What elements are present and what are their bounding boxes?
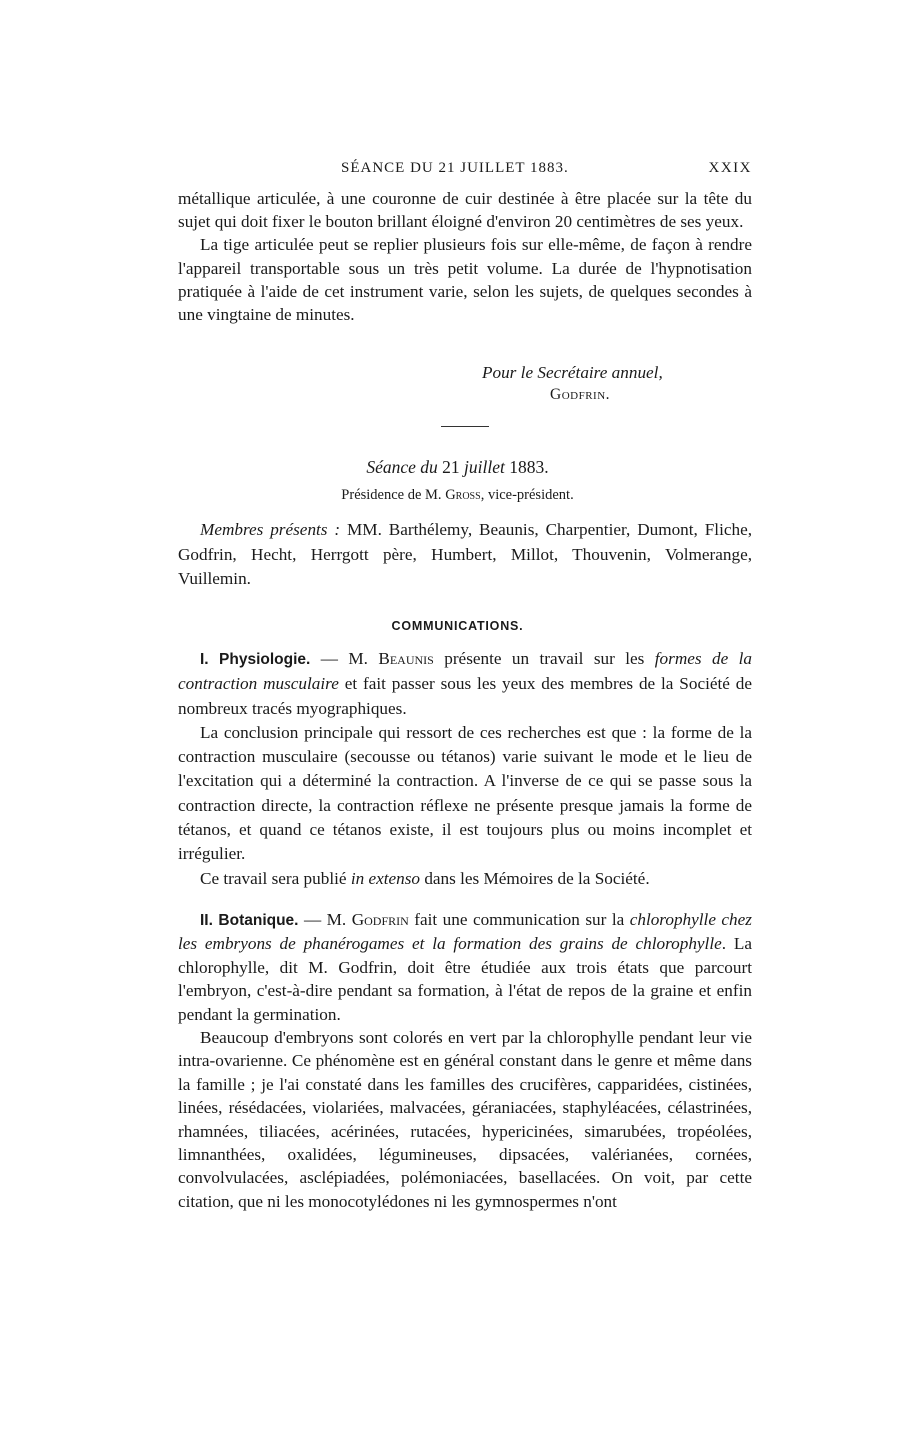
- members-list: MM. Barthélemy, Beaunis, Charpentier, Dumont, Fliche, Godfrin, Hecht, Herrgott père, Humbert, Millot, Thouvenin, Volmerange, Vuillemin.: [178, 520, 752, 588]
- physiology-paragraph-1: [178, 647, 752, 721]
- physiology-text-b: et fait passer sous les yeux des membres de la Société de nombreux tracés myographiques.: [178, 674, 752, 718]
- session-title: [0, 457, 915, 478]
- title-month: juillet: [464, 457, 505, 477]
- page-number: XXIX: [708, 160, 752, 176]
- presidency-prefix: Présidence de M.: [341, 487, 442, 503]
- signature-line: [482, 363, 663, 383]
- signature-role: Pour le Secrétaire annuel,: [482, 363, 663, 382]
- running-title: SÉANCE DU 21 JUILLET 1883.: [341, 160, 569, 176]
- physiology-paragraph-3: [178, 867, 752, 891]
- physiology-p3-b: dans les Mémoires de la Société.: [420, 868, 650, 888]
- physiology-paragraph-2: La conclusion principale qui ressort de ces recherches est que : la forme de la contraction musculaire (secousse ou tétanos) varie suivant le mode et le lieu de l'excitation qui a déterminé la contraction. A l'inverse de ce qui se passe sous la contraction directe, la contraction réflexe ne présente presque jamais la forme de tétanos, et quand ce tétanos existe, il est toujours plus ou moins incomplet et irrégulier.: [178, 722, 752, 864]
- intro-paragraph-1: métallique articulée, à une couronne de cuir destinée à être placée sur la tête du sujet qui doit fixer le bouton brillant éloigné d'environ 20 centimètres de ses yeux.: [178, 189, 752, 232]
- intro-section: [178, 187, 752, 326]
- botany-text-b: . La chlorophylle, dit M. Godfrin, doit être étudiée aux trois états que parcourt l'embryon, c'est-à-dire pendant sa formation, à l'état de repos de la graine et enfin pendant la germination.: [178, 934, 752, 1024]
- title-part-1: Séance du: [366, 457, 438, 477]
- members-label: Membres présents :: [200, 520, 341, 539]
- presidency-suffix: , vice-président.: [480, 487, 574, 503]
- physiology-work-title: formes de la contraction musculaire: [178, 649, 752, 694]
- botany-runhead: II. Botanique.: [200, 912, 299, 929]
- physiology-text-a: présente un travail sur les: [433, 649, 655, 668]
- botany-paragraph-1: [178, 908, 752, 1026]
- running-header: [178, 160, 752, 180]
- physiology-author: Beaunis: [378, 649, 434, 668]
- communications-heading: COMMUNICATIONS.: [391, 619, 524, 633]
- section-divider: [441, 426, 489, 427]
- physiology-p3-italic: in extenso: [350, 868, 421, 888]
- members-paragraph: [178, 518, 752, 592]
- title-date: 21: [442, 457, 460, 477]
- signature-name: Godfrin.: [550, 386, 611, 403]
- botany-text-a: fait une communication sur la: [408, 910, 630, 929]
- physiology-dash: — M.: [310, 649, 379, 668]
- title-year: 1883.: [509, 457, 549, 477]
- botany-paragraph-2: Beaucoup d'embryons sont colorés en vert par la chlorophylle pendant leur vie intra-ovarienne. Ce phénomène est en général constant dans le genre et même dans la famille ; je l'ai constaté dans les familles des crucifères, capparidées, cistinées, linées, résédacées, violariées, malvacées, géraniacées, staphyléacées, célastrinées, rhamnées, tiliacées, acérinées, rutacées, hypericinées, simarubées, tropéolées, limnanthées, oxalidées, légumineuses, dipsacées, valérianées, cornées, convolvulacées, asclépiadées, polémoniacées, basellacées. On voit, par cette citation, que ni les monocotylédones ni les gymnospermes n'ont: [178, 1028, 752, 1211]
- intro-paragraph-2: La tige articulée peut se replier plusieurs fois sur elle-même, de façon à rendre l'appareil transportable sous un très petit volume. La durée de l'hypnotisation pratiquée à l'aide de cet instrument varie, selon les sujets, de quelques secondes à une vingtaine de minutes.: [178, 235, 752, 325]
- physiology-section: [178, 647, 752, 891]
- members-section: [178, 518, 752, 592]
- botany-work-title: chlorophylle chez les embryons de phanérogames et la formation des grains de chlorophylle: [178, 910, 752, 954]
- botany-author: Godfrin: [351, 910, 409, 929]
- botany-section: [178, 908, 752, 1213]
- presidency-name: Gross: [445, 487, 481, 503]
- physiology-runhead: I. Physiologie.: [200, 651, 311, 668]
- physiology-p3-a: Ce travail sera publié: [200, 868, 351, 888]
- presidency-line: [0, 487, 915, 504]
- botany-dash: — M.: [298, 910, 352, 929]
